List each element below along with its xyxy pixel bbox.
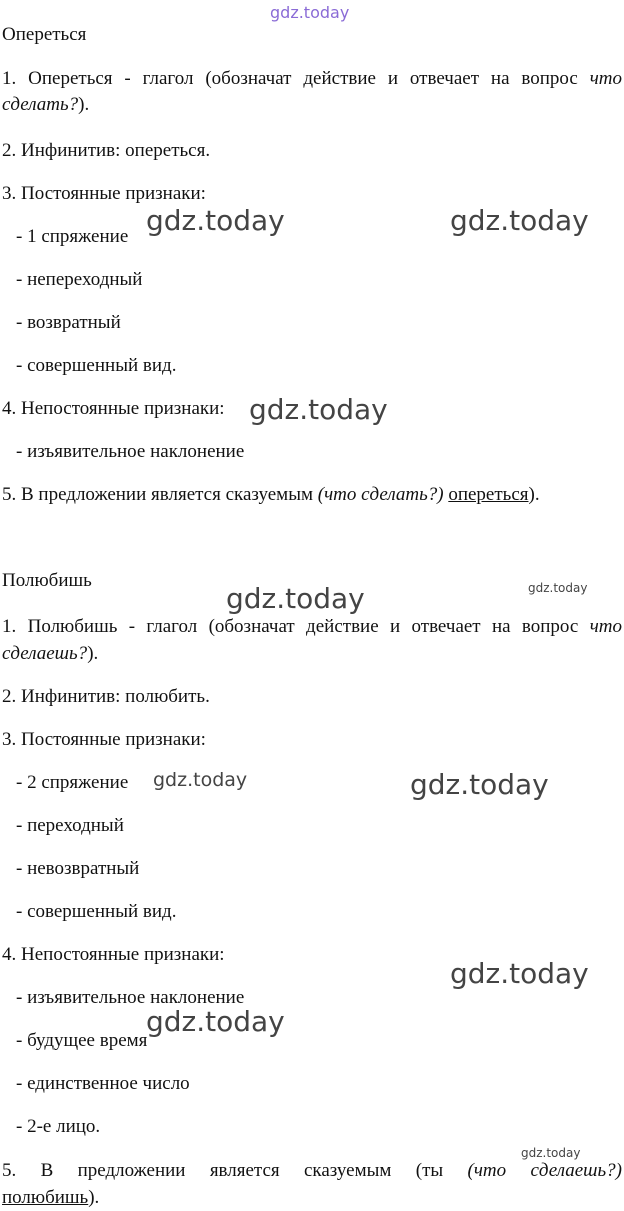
paragraph-5-cont: полюбишь). xyxy=(2,1187,100,1208)
list-item: - совершенный вид. xyxy=(16,901,177,922)
watermark: gdz.today xyxy=(153,769,248,791)
list-item: - единственное число xyxy=(16,1073,190,1094)
section-title: Полюбишь xyxy=(2,570,92,591)
paragraph-3: 3. Постоянные признаки: xyxy=(2,183,206,204)
watermark: gdz.today xyxy=(249,393,388,426)
paragraph-3: 3. Постоянные признаки: xyxy=(2,729,206,750)
list-item: - возвратный xyxy=(16,312,121,333)
paragraph-5: 5. В предложении является сказуемым (ты (что сделаешь?) xyxy=(2,1160,622,1181)
list-item: - изъявительное наклонение xyxy=(16,987,245,1008)
list-item: - 2-е лицо. xyxy=(16,1116,101,1137)
watermark: gdz.today xyxy=(450,204,589,237)
paragraph-4: 4. Непостоянные признаки: xyxy=(2,944,225,965)
watermark: gdz.today xyxy=(146,1005,285,1038)
paragraph-5: 5. В предложении является сказуемым (что сделать?) опереться). xyxy=(2,484,540,505)
list-item: - 2 спряжение xyxy=(16,772,129,793)
watermark: gdz.today xyxy=(410,768,549,801)
list-item: - переходный xyxy=(16,815,124,836)
section-title: Опереться xyxy=(2,24,87,45)
list-item: - 1 спряжение xyxy=(16,226,129,247)
watermark: gdz.today xyxy=(521,1146,581,1160)
watermark-top: gdz.today xyxy=(270,3,350,22)
list-item: - совершенный вид. xyxy=(16,355,177,376)
paragraph-1: 1. Полюбишь - глагол (обозначат действие и отвечает на вопрос что xyxy=(2,616,622,637)
paragraph-1: 1. Опереться - глагол (обозначат действие и отвечает на вопрос что xyxy=(2,68,622,89)
list-item: - будущее время xyxy=(16,1030,148,1051)
watermark: gdz.today xyxy=(226,582,365,615)
paragraph-2: 2. Инфинитив: опереться. xyxy=(2,140,211,161)
watermark: gdz.today xyxy=(146,204,285,237)
paragraph-1-cont: сделать?). xyxy=(2,94,90,115)
paragraph-2: 2. Инфинитив: полюбить. xyxy=(2,686,210,707)
list-item: - непереходный xyxy=(16,269,143,290)
paragraph-1-cont: сделаешь?). xyxy=(2,643,99,664)
watermark: gdz.today xyxy=(528,581,588,595)
paragraph-4: 4. Непостоянные признаки: xyxy=(2,398,225,419)
list-item: - изъявительное наклонение xyxy=(16,441,245,462)
watermark: gdz.today xyxy=(450,957,589,990)
list-item: - невозвратный xyxy=(16,858,140,879)
